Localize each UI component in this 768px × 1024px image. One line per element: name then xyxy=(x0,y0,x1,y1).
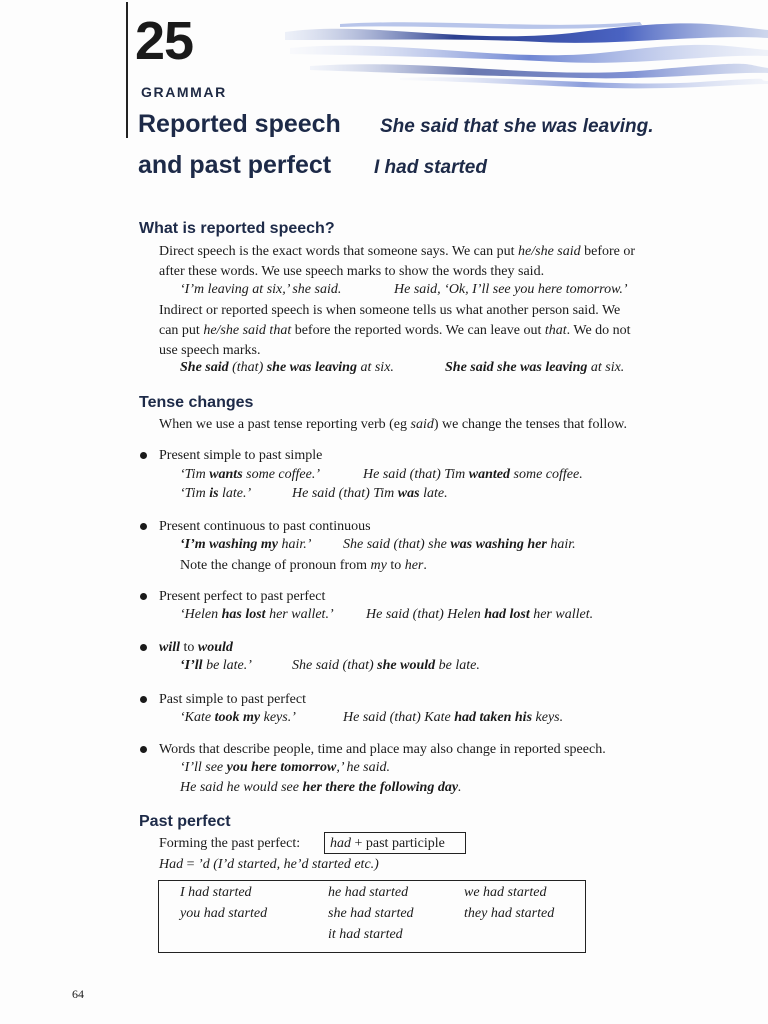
page-subtitle-line2: I had started xyxy=(374,157,487,178)
bullet-icon xyxy=(140,746,147,753)
note-line: Note the change of pronoun from my to her. xyxy=(180,558,427,573)
example-line: ‘Helen has lost her wallet.’ xyxy=(180,607,334,622)
bullet-icon xyxy=(140,644,147,651)
example-line: He said (that) Tim wanted some coffee. xyxy=(363,467,583,482)
example-line: He said (that) Helen had lost her wallet. xyxy=(366,607,594,622)
paragraph-line: Direct speech is the exact words that someone says. We can put he/she said before or xyxy=(159,244,636,259)
example-line: He said he would see her there the following day. xyxy=(180,780,462,795)
contraction-line: Had = ’d (I’d started, he’d started etc.) xyxy=(159,857,379,872)
table-cell: you had started xyxy=(180,906,268,921)
page-subtitle-line1: She said that she was leaving. xyxy=(380,116,654,137)
page-title-line2: and past perfect xyxy=(138,151,332,179)
table-cell: we had started xyxy=(464,885,547,900)
example-line: She said (that) she was washing her hair. xyxy=(343,537,576,552)
forming-label: Forming the past perfect: xyxy=(159,836,301,851)
bullet-icon xyxy=(140,523,147,530)
category-label: GRAMMAR xyxy=(141,84,227,100)
example-line: He said (that) Tim was late. xyxy=(292,486,448,501)
page-number: 64 xyxy=(72,987,84,1001)
example-line: ‘Tim is late.’ xyxy=(180,486,252,501)
example-reported-2: She said she was leaving at six. xyxy=(445,360,625,375)
header-vertical-rule xyxy=(126,2,128,138)
table-cell: it had started xyxy=(328,927,403,942)
table-cell: they had started xyxy=(464,906,555,921)
section-heading-reported-speech: What is reported speech? xyxy=(139,220,335,237)
example-reported-1: She said (that) she was leaving at six. xyxy=(180,360,394,375)
unit-number: 25 xyxy=(135,11,194,71)
formula-text: had + past participle xyxy=(330,836,445,851)
bullet-label: will to would xyxy=(159,640,233,655)
bullet-label: Present perfect to past perfect xyxy=(159,589,326,604)
example-direct-2: He said, ‘Ok, I’ll see you here tomorrow.’ xyxy=(394,282,628,297)
example-line: He said (that) Kate had taken his keys. xyxy=(343,710,564,725)
header-swoosh-graphic xyxy=(280,18,768,90)
paragraph-line: can put he/she said that before the reported words. We can leave out that. We do not xyxy=(159,323,631,338)
page-title-line1: Reported speech xyxy=(138,110,341,138)
paragraph-line: When we use a past tense reporting verb (eg said) we change the tenses that follow. xyxy=(159,417,627,432)
bullet-label: Present simple to past simple xyxy=(159,448,323,463)
example-line: ‘Tim wants some coffee.’ xyxy=(180,467,321,482)
section-heading-tense-changes: Tense changes xyxy=(139,394,254,411)
section-heading-past-perfect: Past perfect xyxy=(139,813,231,830)
example-line: ‘Kate took my keys.’ xyxy=(180,710,296,725)
example-line: ‘I’ll see you here tomorrow,’ he said. xyxy=(180,760,391,775)
example-direct-1: ‘I’m leaving at six,’ she said. xyxy=(180,282,342,297)
table-cell: she had started xyxy=(328,906,414,921)
bullet-label: Words that describe people, time and place may also change in reported speech. xyxy=(159,742,606,757)
bullet-icon xyxy=(140,452,147,459)
bullet-icon xyxy=(140,593,147,600)
example-line: She said (that) she would be late. xyxy=(292,658,480,673)
table-cell: he had started xyxy=(328,885,409,900)
example-line: ‘I’ll be late.’ xyxy=(180,658,252,673)
table-cell: I had started xyxy=(180,885,252,900)
paragraph-line: Indirect or reported speech is when someone tells us what another person said. We xyxy=(159,303,621,318)
bullet-icon xyxy=(140,696,147,703)
bullet-label: Past simple to past perfect xyxy=(159,692,306,707)
example-line: ‘I’m washing my hair.’ xyxy=(180,537,312,552)
paragraph-line: use speech marks. xyxy=(159,343,261,358)
paragraph-line: after these words. We use speech marks to show the words they said. xyxy=(159,264,545,279)
bullet-label: Present continuous to past continuous xyxy=(159,519,371,534)
